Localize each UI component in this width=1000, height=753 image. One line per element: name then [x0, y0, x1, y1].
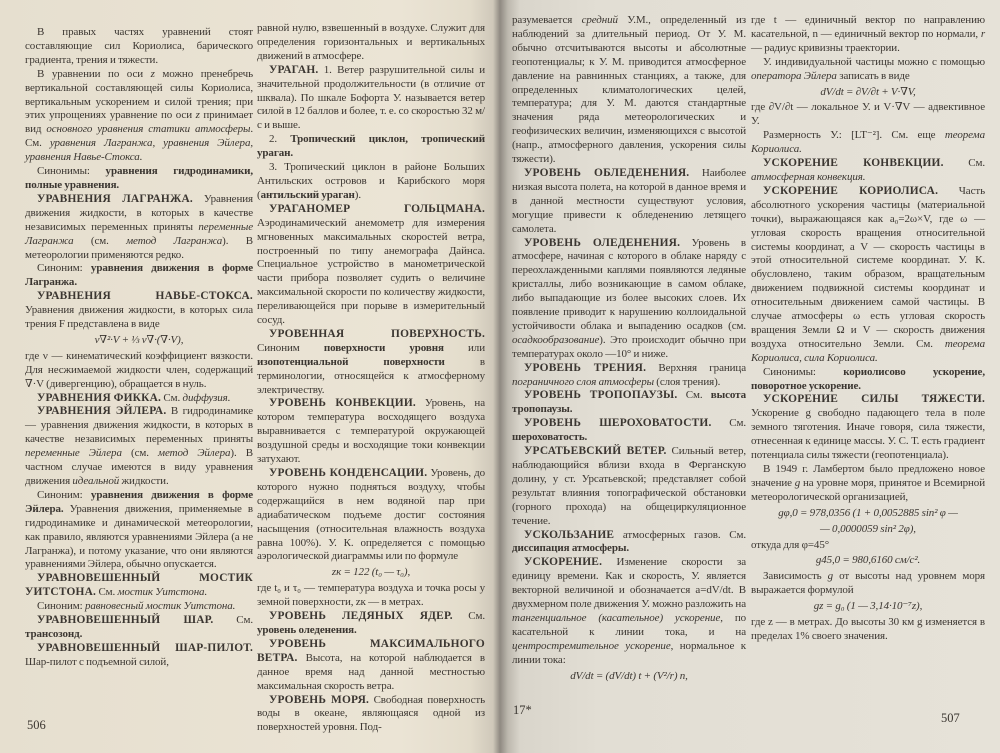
dictionary-entry — [25, 193, 253, 263]
text-run: принимает вид — [25, 109, 253, 136]
formula — [751, 554, 985, 568]
dictionary-entry — [25, 614, 253, 642]
bold-term: высота тропопаузы. — [512, 389, 747, 416]
text-run: zк = 122 (t₀ — τ₀), — [331, 566, 411, 579]
right-page-column-1 — [512, 14, 746, 686]
italic-reference: тангенциальное (касательное) ускорение — [512, 611, 721, 624]
bold-term: антильский ураган — [260, 188, 355, 201]
entry-headword: УСКОРЕНИЕ КОРИОЛИСА. — [763, 184, 939, 197]
text-run: (см. — [121, 447, 159, 460]
text-run: g45,0 = 980,6160 см/с². — [815, 554, 921, 567]
text-run: См. — [677, 389, 711, 402]
text-run: gz = g₀ (1 — 3,14·10⁻⁷z), — [813, 600, 923, 613]
left-page-column-1 — [25, 26, 253, 670]
dictionary-entry — [257, 328, 485, 398]
text-run: где t — единичный вектор по направлению касательной, n — единичный вектор по нормали, — [751, 14, 985, 40]
text-run: Сильный ветер, наблюдающийся вблизи входа в Ферганскую долину, у ст. Урсатьевской; представляет собой результат влияния топографической обстановки (горного прохода) на общециркуляционное течение. — [512, 445, 746, 527]
dictionary-entry — [257, 203, 485, 328]
dictionary-entry — [512, 529, 746, 557]
entry-headword: УРОВЕНЬ МАКСИМАЛЬНОГО ВЕТРА. — [257, 637, 485, 664]
entry-headword: УРОВЕНЬ КОНДЕНСАЦИИ. — [269, 467, 428, 479]
text-run: в терминологии, относящейся к атмосферному электричеству. — [257, 355, 485, 396]
page-number-right: 507 — [941, 711, 960, 725]
formula — [751, 507, 985, 521]
entry-headword: УСКОРЕНИЕ. — [524, 556, 603, 569]
text-run: разумевается — [512, 14, 582, 26]
text-run: можно пренебречь вертикальной составляющей силы Кориолиса, вертикальным ускорением и силой трения; при этих упрощениях уравнение по оси — [25, 67, 253, 122]
text-run: Аэродинамический анемометр для измерения мгновенных максимальных скоростей ветра, построенный по типу анемографа Дайнса. Специальное устройство в манометрической части прибора позволяет судить о величине максимальной скорости по количеству жидкости, переливающейся при порыве в измерительный сосуд. — [257, 216, 485, 327]
text-run: (слоя трения). — [653, 375, 721, 388]
text-run: Синоним — [257, 341, 324, 354]
text-run: Уровень в атмосфере, начиная с которого в облаке наряду с переохлажденными каплями появляются ледяные кристаллы, либо возникающие в самом облаке, либо выпадающие из более высоких слоев. Их появление приводит к нарушению коллоидальной устойчивости облака и выпадению осадков (см. — [512, 236, 746, 332]
text-run: Размерность У.: [LT⁻²]. См. еще — [763, 129, 945, 142]
text-run: См. — [943, 157, 985, 170]
text-run: 2. — [269, 133, 291, 146]
italic-reference: переменные Эйлера — [25, 447, 122, 460]
text-run: откуда для φ=45° — [751, 538, 830, 551]
italic-reference: r — [980, 27, 985, 40]
entry-headword: УРАГАН. — [269, 63, 319, 76]
text-run: Синоним: — [37, 262, 91, 275]
italic-reference: z — [150, 67, 155, 80]
entry-headword: УРАВНЕНИЯ НАВЬЕ-СТОКСА. — [37, 290, 253, 303]
paragraph — [751, 539, 985, 553]
entry-headword: УРОВЕНЬ МОРЯ. — [269, 693, 370, 706]
entry-headword: УРОВЕНЬ ТРОПОПАУЗЫ. — [524, 389, 678, 402]
dictionary-entry — [512, 362, 746, 390]
entry-headword: УРОВЕНЬ ОБЛЕДЕНЕНИЯ. — [524, 166, 690, 179]
paragraph — [751, 101, 985, 129]
paragraph — [257, 133, 485, 161]
text-run: У. индивидуальной частицы можно с помощью — [763, 55, 985, 68]
text-run: жидкости. — [119, 475, 169, 487]
dictionary-entry — [512, 417, 746, 445]
entry-headword: УРОВЕНЬ ТРЕНИЯ. — [524, 361, 647, 374]
text-run: Высота, на которой наблюдается в данное время над данной местностью максимальная скорость ветра. — [257, 651, 485, 692]
entry-headword: УРАВНЕНИЯ ФИККА. — [37, 391, 162, 404]
signature-mark: 17* — [513, 703, 532, 717]
right-page-column-2 — [751, 14, 985, 644]
bold-term: уровень оледенения. — [257, 623, 357, 636]
dictionary-entry — [257, 610, 485, 638]
entry-headword: УСКОРЕНИЕ КОНВЕКЦИИ. — [763, 157, 944, 170]
italic-reference: z — [195, 109, 200, 122]
italic-reference: атмосферная конвекция. — [751, 170, 866, 183]
dictionary-entry — [257, 397, 485, 467]
paragraph — [257, 22, 485, 64]
bold-term: изопотенциальной поверхности — [257, 355, 445, 368]
formula — [25, 334, 253, 348]
text-run: См. — [161, 391, 183, 404]
text-run: Наиболее низкая высота полета, на которой в данное время и в данной местности существуют условия, могущие привести к обледенению летящего самолета. — [512, 166, 746, 235]
entry-headword: УРОВЕНЬ КОНВЕКЦИИ. — [269, 397, 416, 410]
italic-reference: теорема Кориолиса. — [751, 129, 985, 156]
dictionary-entry — [512, 237, 746, 362]
paragraph — [751, 463, 985, 505]
text-run: Уравнения движения, применяемые в гидродинамике и динамической метеорологии, как правило, являются уравнениями Эйлера (а не Лагранжа), и потому указание, что они являются уравнениями Эйлера, обычно опускается. — [25, 502, 253, 571]
paragraph — [257, 582, 485, 610]
text-run: 3. Тропический циклон в районе Больших Антильских островов и Карибского моря ( — [257, 161, 485, 201]
entry-headword: УСКОЛЬЗАНИЕ — [524, 528, 615, 541]
entry-headword: УРАГАНОМЕР ГОЛЬЦМАНА. — [269, 202, 485, 215]
italic-reference: метод Лагранжа — [126, 234, 223, 247]
text-run: Изменение скорости за единицу времени. Как и скорость, У. является векторной величиной и обозначается a=dV/dt. В двухмерном поле движения У. можно разложить на — [512, 556, 746, 611]
text-run: — 0,0000059 sin² 2φ), — [820, 522, 916, 535]
italic-reference: пограничного слоя атмосферы — [512, 375, 654, 388]
text-run: (см. — [73, 234, 127, 247]
text-run: , по касательной к линии тока, и на — [512, 611, 746, 638]
entry-headword: УРАВНОВЕШЕННЫЙ МОСТИК УИТСТОНА. — [25, 572, 253, 599]
dictionary-entry — [751, 185, 985, 366]
dictionary-entry — [25, 642, 253, 670]
text-run: ). Это происходит обычно при температурах около —10° и ниже. — [512, 333, 746, 360]
entry-headword: УРОВЕНЬ ЛЕДЯНЫХ ЯДЕР. — [269, 610, 453, 623]
text-run: где z — в метрах. До высоты 30 км g изменяется в пределах 1% своего значения. — [751, 616, 985, 642]
italic-reference: g — [827, 570, 834, 583]
paragraph — [25, 262, 253, 290]
text-run: где t₀ и τ₀ — температура воздуха и точка росы у земной поверхности, zк — в метрах. — [257, 582, 485, 609]
text-run: Зависимость — [763, 570, 828, 583]
text-run: Уровень, на котором температура восходящего воздуха выравнивается с температурой окружающей воздушной среды и восходящие токи конвекции затухают. — [257, 397, 485, 466]
italic-reference: равновесный мостик Уитстона. — [84, 600, 236, 613]
italic-reference: уравнения Лагранжа, уравнения Эйлера, уравнения Навье-Стокса. — [25, 137, 253, 164]
entry-headword: УРАВНЕНИЯ ЭЙЛЕРА. — [37, 405, 167, 418]
bold-term: кориолисово ускорение, поворотное ускорение. — [751, 365, 985, 392]
text-run: где ∂V/∂t — локальное У. и V·∇V — адвективное У. — [751, 101, 985, 128]
text-run: Часть абсолютного ускорения частицы (материальной точки), выражающаяся как a₀=2ω×V, где ω — угловая скорость вращения относительной системы координат, а V — скорость частицы в этой относительной системе координат. У. К. обусловлено, таким образом, вращательным движением подвижной системы координат и относительным движением самой частицы. В случае атмосферы ω есть угловая скорость вращения Земли Ω и V — скорость движения воздуха относительно Земли. См. — [751, 184, 985, 350]
text-run: ). В частном случае имеются в виду уравнения движения — [25, 447, 254, 487]
paragraph — [25, 489, 253, 572]
italic-reference: теорема Кориолиса, сила Кориолиса. — [751, 337, 985, 364]
text-run: См. — [96, 586, 118, 599]
italic-reference: мостик Уитстона. — [117, 586, 208, 599]
paragraph — [751, 570, 985, 598]
text-run: атмосферных газов. См. — [614, 528, 746, 541]
italic-reference: центростремительное ускорение — [512, 639, 671, 652]
text-run: Свободная поверхность воды в океане, являющаяся одной из поверхностей уровня. Под- — [257, 693, 485, 734]
text-run: Синонимы: — [763, 365, 844, 378]
paragraph — [25, 350, 253, 392]
italic-reference: основного уравнения статики атмосферы — [46, 123, 251, 136]
dictionary-entry — [512, 445, 746, 528]
paragraph — [25, 68, 253, 165]
text-run: . См. — [25, 123, 254, 150]
page-number-left: 506 — [27, 718, 46, 732]
paragraph — [25, 26, 253, 68]
italic-reference: осадкообразование — [512, 333, 600, 346]
text-run: Синоним: — [37, 600, 85, 613]
entry-headword: УСКОРЕНИЕ СИЛЫ ТЯЖЕСТИ. — [763, 393, 985, 406]
paragraph — [512, 14, 746, 167]
text-run: Уравнения движения жидкости, в которых в качестве независимых переменных приняты — [25, 192, 253, 233]
paragraph — [25, 600, 253, 614]
left-page-column-2 — [257, 22, 485, 735]
italic-reference: g — [794, 476, 801, 489]
formula — [257, 566, 485, 580]
formula — [751, 523, 985, 537]
dictionary-entry — [25, 405, 253, 488]
paragraph — [257, 161, 485, 203]
paragraph — [751, 616, 985, 644]
dictionary-entry — [751, 393, 985, 463]
text-run: ). — [354, 188, 361, 201]
text-run: Верхняя граница — [646, 361, 746, 374]
text-run: В 1949 г. Ламбертом было предложено новое значение — [751, 463, 985, 489]
text-run: — радиус кривизны траектории. — [751, 41, 900, 54]
bold-term: уравнения движения в форме Лагранжа. — [25, 262, 254, 289]
text-run: dV/dt = (dV/dt) t + (V²/r) n, — [570, 669, 688, 682]
entry-headword: УРОВЕННАЯ ПОВЕРХНОСТЬ. — [269, 327, 485, 340]
bold-term: уравнения гидродинамики, полные уравнения. — [25, 165, 253, 191]
dictionary-entry — [25, 392, 253, 406]
text-run: где ν — кинематический коэффициент вязкости. Для несжимаемой жидкости член, содержащий ∇·V (дивергенцию), обращается в нуль. — [25, 349, 253, 390]
paragraph — [751, 129, 985, 157]
paragraph — [751, 14, 985, 56]
italic-reference: идеальной — [72, 475, 120, 487]
text-run: 1. Ветер разрушительной силы и значительной продолжительности (в отличие от шквала). По шкале Бофорта У. называется ветер силой в 12 баллов и более, т. е. со скоростью 32 м/с и выше. — [257, 63, 485, 132]
text-run: Уравнения движения жидкости, в которых сила трения F представлена в виде — [25, 304, 253, 331]
dictionary-entry — [257, 64, 485, 134]
italic-reference: диффузия. — [182, 391, 231, 404]
formula — [751, 86, 985, 100]
dictionary-entry — [257, 467, 485, 564]
entry-headword: УРСАТЬЕВСКИЙ ВЕТЕР. — [524, 445, 667, 458]
bold-term: трансозонд. — [25, 627, 83, 640]
text-run: См. — [213, 614, 253, 627]
dictionary-entry — [512, 389, 746, 417]
text-run: Шар-пилот с подъемной силой, — [25, 655, 169, 668]
text-run: dV/dt = ∂V/∂t + V·∇V, — [820, 85, 916, 98]
dictionary-entry — [25, 572, 253, 600]
entry-headword: УРАВНОВЕШЕННЫЙ ШАР. — [37, 614, 214, 627]
dictionary-entry — [512, 167, 746, 237]
bold-term: уравнения движения в форме Эйлера. — [25, 488, 254, 515]
text-run: равной нулю, взвешенный в воздухе. Служит для определения горизонтальных и вертикальных движений в атмосфере. — [257, 22, 485, 62]
text-run: У.М., определенный из наблюдений за длительный период. От У. М. обычно отсчитываются высоты и абсолютные геопотенциалы; к У. М. приводится атмосферное давление на равнинных станциях, а также, для определенных климатологических целей, температура; для У. М. даются стандартные значения ряда метеорологических и геофизических величин, изменяющихся с высотой (напр., атмосферного давления, ускорения силы тяжести). — [512, 14, 746, 166]
text-run: См. — [711, 417, 746, 430]
text-run: См. — [452, 610, 485, 623]
text-run: записать в виде — [836, 69, 910, 82]
bold-term: Тропический циклон, тропический ураган. — [257, 133, 485, 160]
dictionary-entry — [257, 638, 485, 694]
text-run: ν∇²·V + ⅓ ν∇·(∇·V), — [94, 333, 184, 346]
italic-reference: средний — [581, 14, 618, 26]
text-run: gφ,0 = 978,0356 (1 + 0,0052885 sin² φ — — [778, 506, 958, 519]
italic-reference: переменные Лагранжа — [25, 220, 253, 247]
text-run: от высоты над уровнем моря выражается формулой — [751, 570, 985, 597]
text-run: В гидродинамике — уравнения движения жидкости, в которых в качестве независимых переменных приняты — [25, 405, 254, 446]
italic-reference: оператора Эйлера — [751, 69, 837, 82]
formula — [512, 670, 746, 684]
paragraph — [25, 165, 253, 193]
dictionary-entry — [25, 290, 253, 332]
formula — [751, 600, 985, 614]
bold-term: поверхности уровня — [323, 341, 444, 354]
italic-reference: метод Эйлера — [158, 447, 231, 460]
text-run: или — [443, 341, 485, 354]
dictionary-entry — [257, 694, 485, 736]
dictionary-entry — [751, 157, 985, 185]
dictionary-entry — [512, 556, 746, 667]
entry-headword: УРОВЕНЬ ШЕРОХОВАТОСТИ. — [524, 417, 712, 430]
entry-headword: УРАВНОВЕШЕННЫЙ ШАР-ПИЛОТ. — [37, 641, 253, 654]
text-run: Уровень, до которого нужно подняться воздуху, чтобы содержащийся в нем водяной пар при адиабатическом подъеме достиг состояния насыщения (относительная влажность воздуха равна 100%). У. К. определяется с помощью аэрологической диаграммы или по формуле — [257, 467, 485, 563]
paragraph — [751, 366, 985, 394]
paragraph — [751, 56, 985, 84]
text-run: на уровне моря, принятое и Всемирной метеорологической организацией, — [751, 476, 985, 503]
text-run: Синоним: — [37, 488, 91, 501]
entry-headword: УРАВНЕНИЯ ЛАГРАНЖА. — [37, 192, 193, 205]
text-run: Синонимы: — [37, 165, 106, 178]
entry-headword: УРОВЕНЬ ОЛЕДЕНЕНИЯ. — [524, 236, 681, 249]
text-run: Ускорение g свободно падающего тела в поле земного тяготения. Иначе говоря, сила тяжести, отнесенная к единице массы. У. С. Т. есть градиент потенциала силы тяжести (геопотенциала). — [751, 407, 985, 462]
text-run: , нормальное к линии тока: — [512, 639, 747, 666]
text-run: В уравнении по оси — [37, 67, 151, 80]
bold-term: шероховатость. — [512, 431, 588, 444]
text-run: ). В метеорологии применяются редко. — [25, 234, 253, 261]
bold-term: диссипация атмосферы. — [512, 542, 629, 555]
text-run: В правых частях уравнений стоят составляющие сил Кориолиса, барического градиента, трения и тяжести. — [25, 26, 253, 66]
